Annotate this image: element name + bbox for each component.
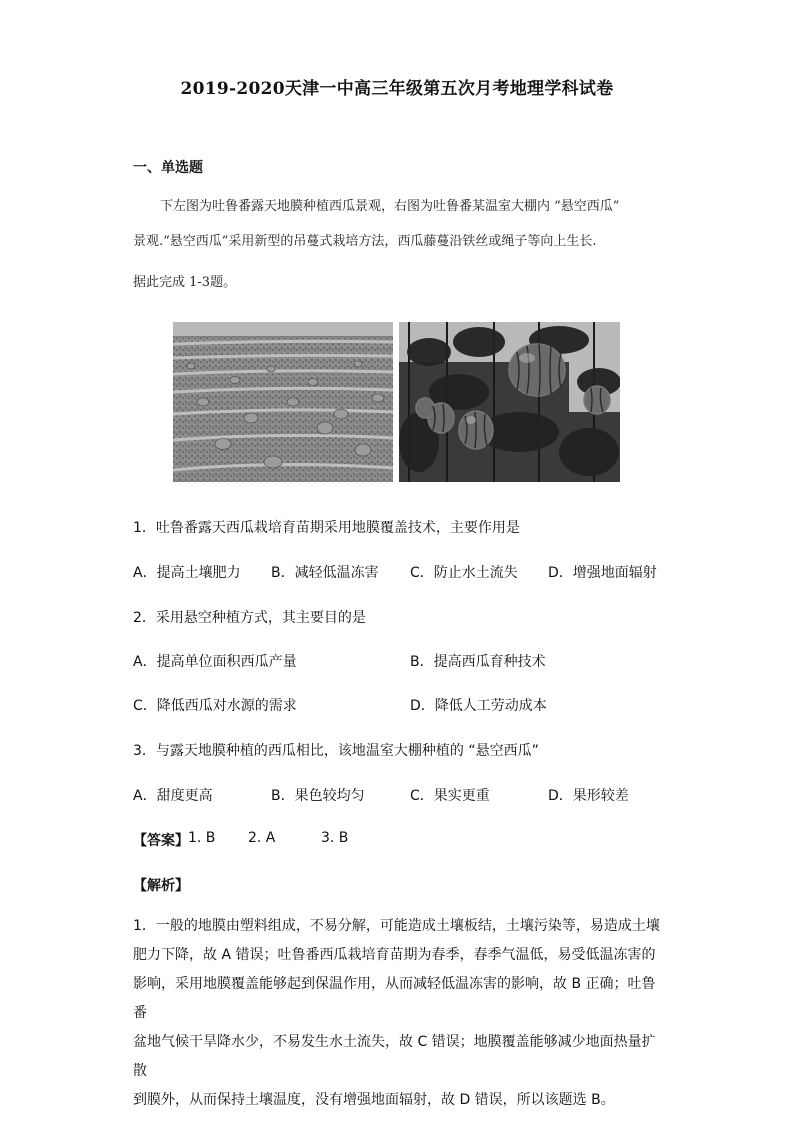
- analysis-paragraph: [133, 912, 661, 1115]
- field-watermelon-photo: [173, 322, 393, 482]
- analysis-line-1: 1．一般的地膜由塑料组成，不易分解，可能造成土壤板结，土壤污染等，易造成土壤: [133, 918, 660, 934]
- intro-line-1: 下左图为吐鲁番露天地膜种植西瓜景观，右图为吐鲁番某温室大棚内 “悬空西瓜”: [160, 199, 620, 214]
- question-1-stem: 1．吐鲁番露天西瓜栽培育苗期采用地膜覆盖技术，主要作用是: [133, 520, 520, 536]
- answer-item-3: 3. B: [321, 830, 349, 846]
- question-3-option-c[interactable]: C．果实更重: [410, 788, 490, 804]
- question-2-option-c[interactable]: C．降低西瓜对水源的需求: [133, 698, 297, 714]
- question-3-option-a[interactable]: A．甜度更高: [133, 788, 213, 804]
- intro-line-2: 景观.“悬空西瓜”采用新型的吊蔓式栽培方法，西瓜藤蔓沿铁丝或绳子等向上生长.: [133, 234, 597, 249]
- question-3-stem: 3．与露天地膜种植的西瓜相比，该地温室大棚种植的 “悬空西瓜”: [133, 743, 539, 759]
- analysis-line-3: 影响，采用地膜覆盖能够起到保温作用，从而减轻低温冻害的影响，故 B 正确；吐鲁番: [133, 976, 656, 1021]
- answer-item-2: 2. A: [248, 830, 276, 846]
- question-1-option-d[interactable]: D．增强地面辐射: [548, 565, 657, 581]
- question-2-option-d[interactable]: D．降低人工劳动成本: [410, 698, 547, 714]
- question-1-option-a[interactable]: A．提高土壤肥力: [133, 565, 241, 581]
- question-1-option-c[interactable]: C．防止水土流失: [410, 565, 518, 581]
- question-2-option-b[interactable]: B．提高西瓜育种技术: [410, 654, 546, 670]
- question-2-stem: 2．采用悬空种植方式，其主要目的是: [133, 610, 366, 626]
- section-heading: 一、单选题: [133, 160, 203, 176]
- analysis-line-5: 到膜外，从而保持土壤温度，没有增强地面辐射，故 D 错误，所以该题选 B。: [133, 1092, 615, 1108]
- page-title: 2019-2020天津一中高三年级第五次月考地理学科试卷: [180, 79, 614, 99]
- question-1-option-b[interactable]: B．减轻低温冻害: [271, 565, 379, 581]
- answer-label: 【答案】: [133, 833, 189, 849]
- analysis-line-2: 肥力下降，故 A 错误；吐鲁番西瓜栽培育苗期为春季，春季气温低，易受低温冻害的: [133, 947, 656, 963]
- question-3-option-b[interactable]: B．果色较均匀: [271, 788, 365, 804]
- question-2-option-a[interactable]: A．提高单位面积西瓜产量: [133, 654, 297, 670]
- question-3-option-d[interactable]: D．果形较差: [548, 788, 629, 804]
- answer-item-1: 1. B: [188, 830, 216, 846]
- intro-line-3: 据此完成 1-3题。: [133, 275, 237, 290]
- greenhouse-watermelon-photo: [399, 322, 620, 482]
- analysis-line-4: 盆地气候干旱降水少，不易发生水土流失，故 C 错误；地膜覆盖能够减少地面热量扩散: [133, 1034, 656, 1079]
- analysis-label: 【解析】: [133, 878, 189, 894]
